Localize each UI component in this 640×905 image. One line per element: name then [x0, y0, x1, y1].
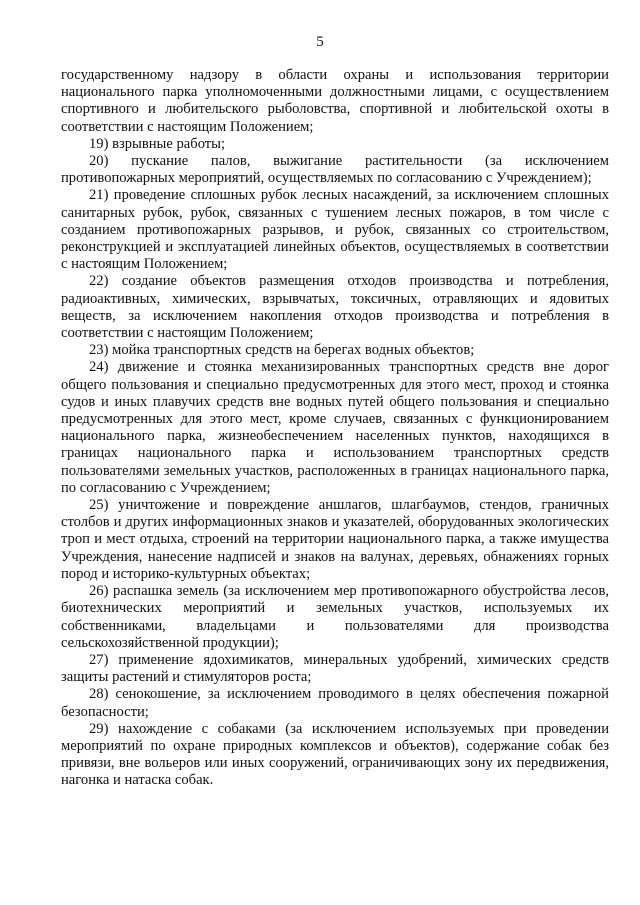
list-item-19: 19) взрывные работы;: [89, 135, 226, 152]
page-number: 5: [316, 34, 324, 50]
document-body: [61, 67, 609, 790]
list-item-29: 29) нахождение с собаками (за исключением используемых при проведении мероприятий по охране природных комплексов и объектов), содержание собак без привязи, вне вольеров или иных сооружений, ограничивающих зону их передвижения, нагонка и натаска собак.: [61, 720, 609, 789]
list-item-23: 23) мойка транспортных средств на берегах водных объектов;: [89, 342, 475, 359]
list-item-27: 27) применение ядохимикатов, минеральных удобрений, химических средств защиты растений и стимуляторов роста;: [61, 651, 609, 686]
list-item-20: 20) пускание палов, выжигание растительности (за исключением противопожарных мероприятий, осуществляемых по согласованию с Учреждением);: [61, 153, 609, 187]
list-item-22: 22) создание объектов размещения отходов производства и потребления, радиоактивных, химических, взрывчатых, токсичных, отравляющих и ядовитых веществ, за исключением накопления отходов производства и потребления в соответствии с настоящим Положением;: [61, 273, 609, 342]
list-item-21: 21) проведение сплошных рубок лесных насаждений, за исключением сплошных санитарных рубок, рубок, связанных с тушением лесных пожаров, в том числе с созданием противопожарных разрывов, и рубок, связанных со строительством, реконструкцией и эксплуатацией линейных объектов, осуществляемых в соответствии с настоящим Положением;: [61, 187, 609, 273]
list-item-25: 25) уничтожение и повреждение аншлагов, шлагбаумов, стендов, граничных столбов и других информационных знаков и указателей, оборудованных экологических троп и мест отдыха, строений на территории национального парка, а также имущества Учреждения, нанесение надписей и знаков на валунах, деревьях, обнажениях горных пород и историко-культурных объектах;: [61, 497, 609, 582]
list-item-24: 24) движение и стоянка механизированных транспортных средств вне дорог общего пользования и специально предусмотренных для этого мест, проход и стоянка судов и иных плавучих средств вне водных путей общего пользования и специально предусмотренных для этого мест, кроме случаев, связанных с функционированием национального парка, жизнеобеспечением населенных пунктов, находящихся в границах национального парка и использованием транспортных средств пользователями земельных участков, расположенных в границах национального парка, по согласованию с Учреждением;: [61, 359, 609, 496]
paragraph-continuation: государственному надзору в области охраны и использования территории национального парка уполномоченными должностными лицами, с осуществлением спортивного и любительского рыболовства, спортивной и любительской охоты в соответствии с настоящим Положением;: [61, 67, 609, 135]
list-item-28: 28) сенокошение, за исключением проводимого в целях обеспечения пожарной безопасности;: [61, 686, 609, 720]
list-item-26: 26) распашка земель (за исключением мер противопожарного обустройства лесов, биотехнических мероприятий и земельных участков, используемых их собственниками, владельцами и пользователями для производства сельскохозяйственной продукции);: [61, 583, 609, 651]
